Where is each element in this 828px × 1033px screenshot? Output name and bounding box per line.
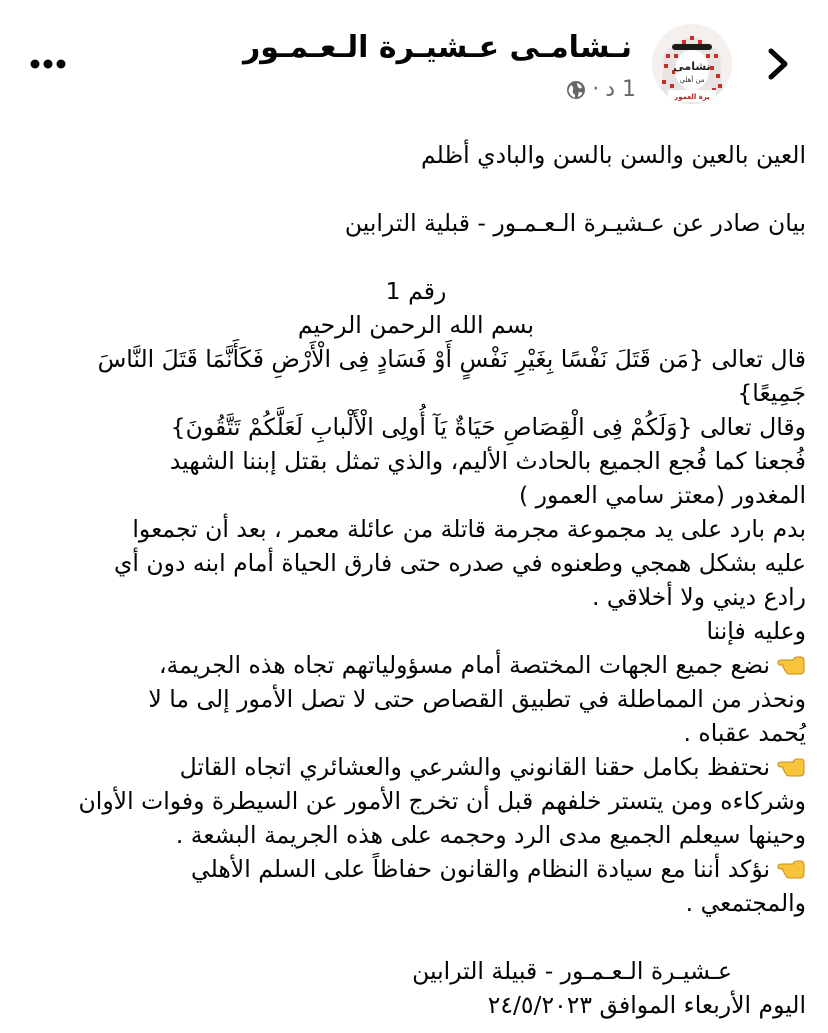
backhand-pointing-left-icon <box>776 756 806 778</box>
post-line-body: ونحذر من المماطلة في تطبيق القصاص حتى لا تصل الأمور إلى ما لا <box>148 685 806 713</box>
post-line-verse-1-end: جَمِيعًا} <box>737 379 806 407</box>
post-line-body: يُحمد عقباه . <box>683 719 806 747</box>
post-line-body: والمجتمعي . <box>685 889 806 917</box>
post-header <box>0 0 828 120</box>
post-line-basmala: بسم الله الرحمن الرحيم <box>297 311 535 339</box>
more-dots-icon <box>30 59 66 69</box>
post-line-point-1 <box>26 648 806 682</box>
post-line-number: رقم 1 <box>385 277 447 305</box>
meta-separator: · <box>592 77 600 102</box>
globe-icon[interactable] <box>566 80 586 100</box>
post-line-body: عليه بشكل همجي وطعنوه في صدره حتى فارق الحياة أمام ابنه دون أي <box>113 549 806 577</box>
blank-line <box>26 240 806 274</box>
post-line-headline: العين بالعين والسن بالسن والبادي أظلم <box>421 141 806 169</box>
blank-line <box>26 172 806 206</box>
chevron-right-icon <box>765 47 791 81</box>
more-options-button[interactable] <box>24 44 72 84</box>
post-line-signature: عـشيـرة الـعـمـور - قبيلة الترابين <box>412 957 732 985</box>
page-avatar[interactable] <box>652 24 732 104</box>
post-line-verse-2: وقال تعالى {وَلَكُمْ فِى الْقِصَاصِ حَيَاةٌ يَآ أُولِى الْأَلْبابِ لَعَلَّكُمْ تَتَّقُونَ} <box>170 413 806 441</box>
post-line-date: اليوم الأربعاء الموافق ٢٤/٥/٢٠٢٣ <box>487 991 806 1019</box>
post-line-statement: بيان صادر عن عـشيـرة الـعـمـور - قبلية الترابين <box>344 209 806 237</box>
post-point-1-text: نضع جميع الجهات المختصة أمام مسؤولياتهم تجاه هذه الجريمة، <box>158 651 770 679</box>
page-name[interactable]: نـشامـى عـشيـرة الـعـمـور <box>243 30 632 65</box>
post-line-body: وشركاءه ومن يتستر خلفهم قبل أن تخرج الأمور عن السيطرة وفوات الأوان <box>78 787 806 815</box>
post-timestamp[interactable]: 1 د <box>605 77 636 102</box>
post-text <box>26 138 806 1022</box>
logo-text-bottom: يرة العمور <box>674 93 710 101</box>
post-line-body: فُجعنا كما فُجع الجميع بالحادث الأليم، والذي تمثل بقتل إبننا الشهيد <box>169 447 806 475</box>
post-line-body: المغدور (معتز سامي العمور ) <box>519 481 806 509</box>
backhand-pointing-left-icon <box>776 858 806 880</box>
logo-text-top: نشامى <box>673 60 711 73</box>
backhand-pointing-left-icon <box>776 654 806 676</box>
post-line-body: رادع ديني ولا أخلاقي . <box>591 583 806 611</box>
post-point-3-text: نؤكد أننا مع سيادة النظام والقانون حفاظاً على السلم الأهلي <box>191 855 770 883</box>
post-line-verse-1: قال تعالى {مَن قَتَلَ نَفْسًا بِغَيْرِ نَفْسٍ أَوْ فَسَادٍ فِى الْأَرْضِ فَكَأَنَّمَا قَتَلَ النَّاسَ <box>97 345 806 373</box>
post-line-body: وعليه فإننا <box>706 617 806 645</box>
blank-line <box>26 920 806 954</box>
post-line-point-2 <box>26 750 806 784</box>
post-meta <box>566 76 636 104</box>
post-line-body: وحينها سيعلم الجميع مدى الرد وحجمه على هذه الجريمة البشعة . <box>175 821 806 849</box>
logo-text-mid: من أهلي <box>679 76 705 84</box>
post-point-2-text: نحتفظ بكامل حقنا القانوني والشرعي والعشائري اتجاه القاتل <box>179 753 770 781</box>
post-line-body: بدم بارد على يد مجموعة مجرمة قاتلة من عائلة معمر ، بعد أن تجمعوا <box>132 515 806 543</box>
post-line-point-3 <box>26 852 806 886</box>
tribe-logo <box>652 24 732 104</box>
back-button[interactable] <box>758 44 798 84</box>
